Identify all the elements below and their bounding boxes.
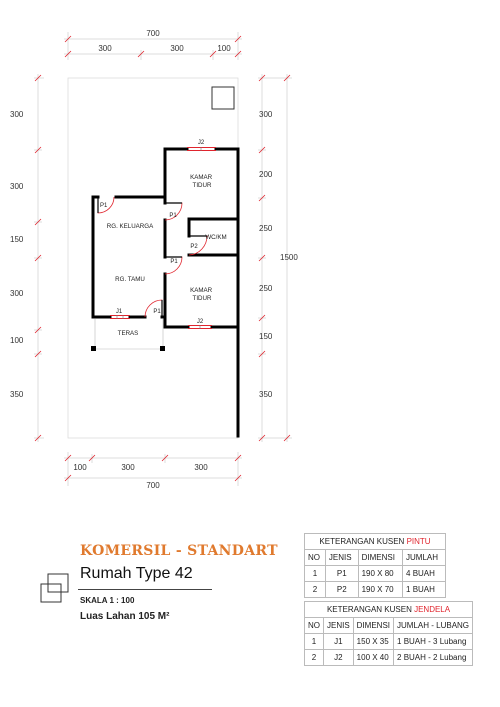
dim-right-seg-3: 250	[259, 224, 273, 233]
room-rg-keluarga: RG. KELUARGA	[106, 223, 154, 230]
label-p1-kamar2: P1	[170, 259, 178, 265]
table-row: 1 J1 150 X 35 1 BUAH - 3 Lubang	[305, 634, 473, 650]
label-p1-tamu: P1	[153, 309, 161, 315]
label-j2-bottom: J2	[196, 319, 204, 325]
dim-top-seg-3: 100	[217, 44, 231, 53]
dim-top-seg-2: 300	[170, 44, 184, 53]
scale-label: SKALA 1 : 100	[80, 596, 135, 605]
dim-right-seg-6: 350	[259, 390, 273, 399]
table-row: 2 J2 100 X 40 2 BUAH - 2 Lubang	[305, 650, 473, 666]
title-divider	[78, 589, 212, 590]
label-j2-top: J2	[197, 140, 205, 146]
table-row: 1 P1 190 X 80 4 BUAH	[305, 566, 446, 582]
room-wc-km: WC/KM	[205, 234, 227, 241]
dimension-lines	[34, 32, 292, 486]
dim-left-seg-4: 300	[10, 289, 24, 298]
table-caption: KETERANGAN KUSEN PINTU	[305, 534, 446, 550]
room-rg-tamu: RG. TAMU	[115, 276, 145, 283]
table-kusen-jendela	[304, 601, 473, 666]
land-area: Luas Lahan 105 M²	[80, 611, 170, 622]
dim-bottom-total: 700	[146, 481, 160, 490]
room-kamar-tidur-1: KAMAR TIDUR	[190, 174, 213, 189]
room-teras: TERAS	[117, 330, 139, 337]
table-caption: KETERANGAN KUSEN JENDELA	[305, 602, 473, 618]
room-kamar-tidur-2: KAMAR TIDUR	[190, 287, 213, 302]
window-mullions	[117, 147, 201, 329]
dim-left-seg-2: 300	[10, 182, 24, 191]
door-leaves	[98, 197, 207, 317]
label-j1: J1	[115, 309, 123, 315]
dim-right-seg-5: 150	[259, 332, 273, 341]
logo-icon	[38, 572, 78, 608]
dim-right-seg-1: 300	[259, 110, 273, 119]
dim-bottom-seg-2: 300	[121, 463, 135, 472]
brand-title: KOMERSIL - STANDART	[80, 543, 278, 559]
door-swings	[98, 197, 207, 317]
dim-right-seg-2: 200	[259, 170, 273, 179]
table-kusen-pintu	[304, 533, 446, 598]
dim-left-seg-1: 300	[10, 110, 24, 119]
dim-top-total: 700	[146, 29, 160, 38]
house-type: Rumah Type 42	[80, 565, 193, 582]
table-header-row: NO JENIS DIMENSI JUMLAH - LUBANG	[305, 618, 473, 634]
walls	[93, 149, 238, 436]
label-p1-keluarga: P1	[100, 203, 108, 209]
dim-left-seg-6: 350	[10, 390, 24, 399]
dim-bottom-seg-3: 300	[194, 463, 208, 472]
label-p2-wc: P2	[190, 244, 198, 250]
label-p1-kamar1: P1	[169, 213, 177, 219]
dim-left-seg-3: 150	[10, 235, 24, 244]
table-header-row: NO JENIS DIMENSI JUMLAH	[305, 550, 446, 566]
dim-top-seg-1: 300	[98, 44, 112, 53]
dimension-ticks	[35, 36, 290, 481]
dim-bottom-seg-1: 100	[73, 463, 87, 472]
dim-right-total: 1500	[280, 253, 298, 262]
dim-right-seg-4: 250	[259, 284, 273, 293]
table-row: 2 P2 190 X 70 1 BUAH	[305, 582, 446, 598]
marker-box	[212, 87, 234, 109]
dim-left-seg-5: 100	[10, 336, 24, 345]
